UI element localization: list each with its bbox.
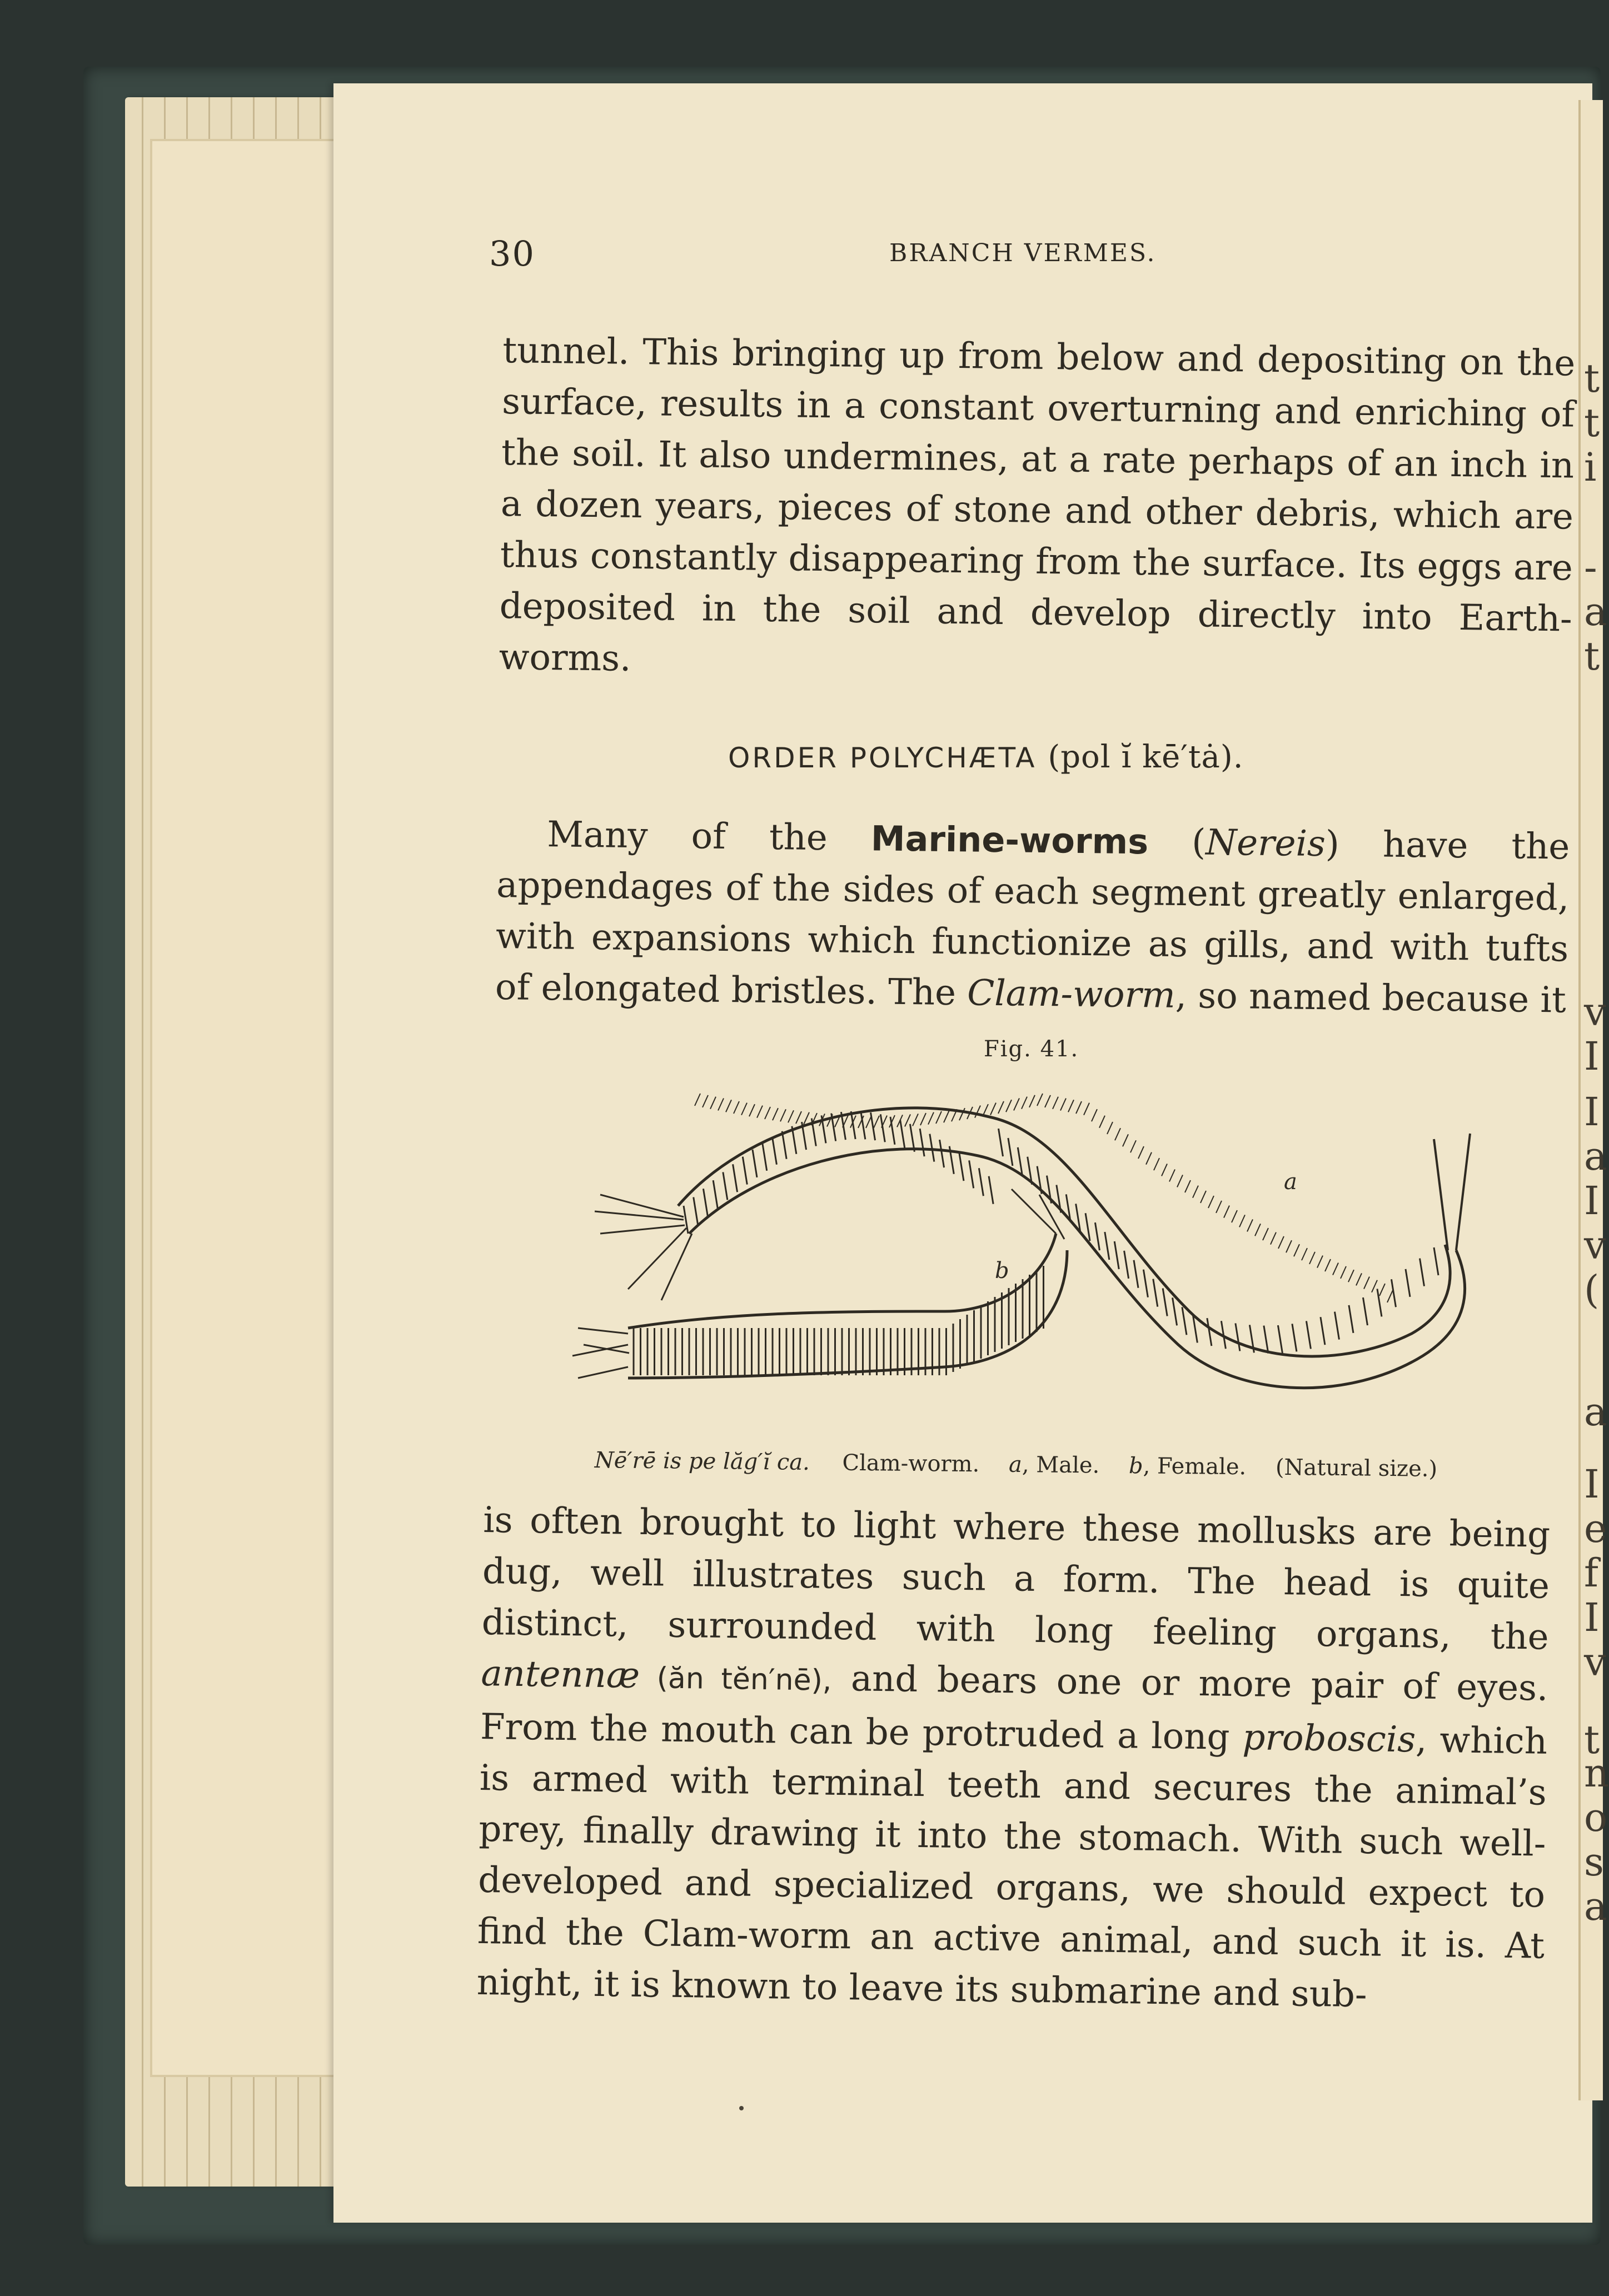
next-page-letter: t [1584,400,1600,446]
clam-worm-term: Clam-worm [967,972,1176,1016]
antennae-term: antennæ [480,1653,640,1696]
next-page-letter: e [1584,1506,1607,1551]
next-page-letter: v [1584,1639,1606,1685]
caption-scientific: Nē′rē is pe lăg′ĭ ca. [594,1448,810,1476]
next-page-letter: - [1584,545,1597,590]
next-page-letter: I [1584,1034,1600,1079]
order-pronunciation: (pol ĭ kē′tȧ). [1048,739,1244,775]
next-page-letter: I [1584,1178,1600,1224]
paragraph-marine-worms [495,808,1570,1026]
next-page-letter: a [1584,1389,1607,1435]
caption-b-letter: b [1128,1453,1143,1479]
para2-text-2: ( [1148,821,1206,864]
para3-text-1: is often brought to light where these mollusks are being dug, well illustrates such a form. The head is quite distinct, surrounded with long feeling organs, the [481,1499,1551,1658]
page-number: 30 [489,233,535,274]
next-page-letter: t [1584,356,1600,401]
clam-worm-illustration [567,1067,1501,1445]
next-page-letter: n [1584,1750,1609,1796]
order-heading [728,739,1244,775]
next-page-letter: o [1584,1795,1608,1840]
caption-common: Clam-worm. [842,1450,980,1478]
antennae-pronunciation: (ăn tĕn′nē), [639,1661,832,1698]
next-page-letter: s [1584,1839,1604,1885]
order-title: ORDER POLYCHÆTA [728,742,1037,774]
next-page-letter: a [1584,589,1607,635]
para2-text-4: , so named because it [1175,975,1567,1021]
caption-a-text: , Male. [1022,1452,1100,1479]
para2-text-1: Many of the [546,814,871,860]
next-page-letter: ( [1584,1267,1600,1312]
paragraph-earthworm: tunnel. This bringing up from below and depositing on the surface, results in a constant overturning and enriching of the soil. It also undermines, at a rate perhaps of an inch in a dozen years, pieces of stone and other debris, which are thus constantly disappearing from the surface. Its eggs are deposited in the soil and develop directly into Earth-worms. [499,330,1576,680]
next-page-letter: t [1584,633,1600,679]
nereis-term: Nereis [1205,822,1326,865]
figure-label: Fig. 41. [984,1036,1079,1062]
caption-note: (Natural size.) [1275,1454,1438,1482]
next-page-letter: v [1584,989,1606,1035]
next-page-letter: f [1584,1550,1598,1596]
next-page-letter: a [1584,1134,1607,1179]
figure-mark-b: b [995,1258,1009,1284]
next-page-edge [1578,100,1609,2100]
next-page-letter: I [1584,1461,1600,1507]
para3-text-3: , which is armed with terminal teeth and secures the animal’s prey, finally drawing it into the stomach. With such well-developed and specialized organs, we should expect to find the Clam-worm an active animal, and such it is. At night, it is known to leave its submarine and sub- [476,1719,1548,2016]
marine-worms-term: Marine-worms [870,818,1149,862]
next-page-letter: I [1584,1089,1600,1135]
next-page-letter: i [1584,445,1597,490]
next-page-letter: t [1584,1717,1600,1763]
running-title: BRANCH VERMES. [889,239,1157,267]
paragraph-clam-worm [476,1495,1551,2023]
caption-a-letter: a [1008,1451,1023,1478]
page-speck [739,2106,744,2110]
para3-text-2: and bears one or more pair of eyes. From the mouth can be protruded a long [480,1658,1548,1759]
caption-b-text: , Female. [1143,1453,1247,1480]
next-page-letter: v [1584,1222,1606,1268]
next-page-letter: I [1584,1595,1600,1640]
para2-text-3: ) have the appendages of the sides of each segment greatly enlarged, with expansions which functionize as gills, and with tufts of elongated bristles. The [495,823,1570,1014]
proboscis-term: proboscis [1242,1717,1416,1761]
page-inset-border [150,139,338,2077]
next-page-letter: a [1584,1884,1607,1929]
figure-mark-a: a [1284,1169,1297,1195]
